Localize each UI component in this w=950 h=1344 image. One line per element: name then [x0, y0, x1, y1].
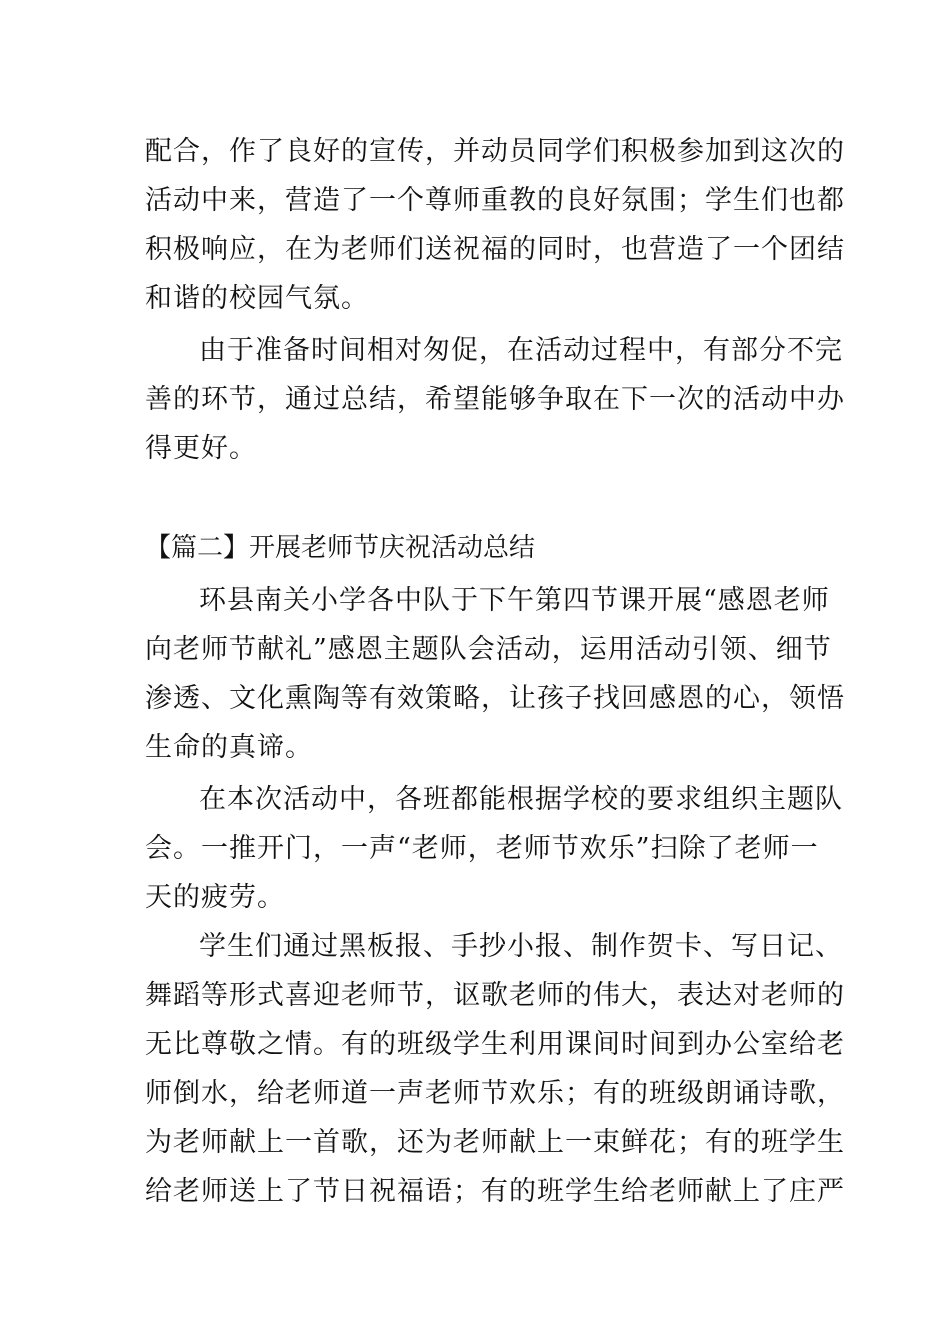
text-line: 生命的真谛。: [145, 732, 313, 763]
text-line: 活动中来，营造了一个尊师重教的良好氛围；学生们也都: [145, 185, 845, 216]
paragraph-student-activities: [145, 922, 845, 1216]
paragraph-class-meeting: [145, 775, 843, 922]
text-line: 配合，作了良好的宣传，并动员同学们积极参加到这次的: [145, 136, 845, 167]
text-line: 得更好。: [145, 433, 257, 464]
section-heading-block: [145, 524, 825, 573]
section-heading: 【篇二】开展老师节庆祝活动总结: [145, 533, 536, 563]
text-line: 向老师节献礼”感恩主题队会活动，运用活动引领、细节: [145, 634, 832, 665]
text-line: 在本次活动中，各班都能根据学校的要求组织主题队: [199, 784, 843, 815]
text-line: 和谐的校园气氛。: [145, 283, 369, 314]
text-line: 舞蹈等形式喜迎老师节，讴歌老师的伟大，表达对老师的: [145, 980, 845, 1011]
text-line: 师倒水，给老师道一声老师节欢乐；有的班级朗诵诗歌，: [145, 1078, 845, 1109]
text-line: 善的环节，通过总结，希望能够争取在下一次的活动中办: [145, 384, 845, 415]
paragraph-improvement: [145, 326, 845, 473]
text-line: 渗透、文化熏陶等有效策略，让孩子找回感恩的心，领悟: [145, 683, 845, 714]
text-line: 学生们通过黑板报、手抄小报、制作贺卡、写日记、: [199, 931, 843, 962]
text-line: 给老师送上了节日祝福语；有的班学生给老师献上了庄严: [145, 1176, 845, 1207]
text-line: 积极响应，在为老师们送祝福的同时，也营造了一个团结: [145, 234, 845, 265]
paragraph-promotion: [145, 127, 845, 323]
text-line: 会。一推开门，一声“老师，老师节欢乐”扫除了老师一: [145, 833, 819, 864]
text-line: 无比尊敬之情。有的班级学生利用课间时间到办公室给老: [145, 1029, 845, 1060]
text-line: 天的疲劳。: [145, 882, 285, 913]
text-line: 由于准备时间相对匆促，在活动过程中，有部分不完: [199, 335, 843, 366]
text-line: 环县南关小学各中队于下午第四节课开展“感恩老师: [199, 585, 830, 616]
text-line: 为老师献上一首歌，还为老师献上一束鲜花；有的班学生: [145, 1127, 845, 1158]
paragraph-event-intro: [145, 576, 845, 772]
